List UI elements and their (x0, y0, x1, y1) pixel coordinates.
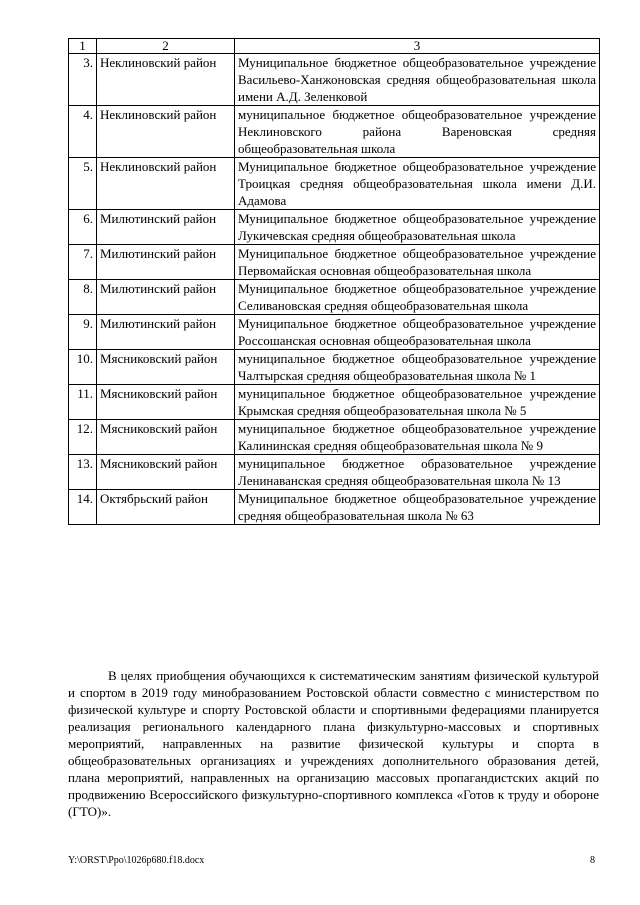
district-cell: Мясниковский район (97, 385, 235, 420)
table-header-row (69, 39, 600, 54)
row-number: 5. (69, 158, 97, 210)
district-cell: Милютинский район (97, 315, 235, 350)
table-row (69, 490, 600, 525)
table-row (69, 158, 600, 210)
district-cell: Мясниковский район (97, 350, 235, 385)
column-header: 2 (97, 39, 235, 54)
schools-table (68, 38, 600, 525)
district-cell: Милютинский район (97, 245, 235, 280)
institution-cell: Муниципальное бюджетное общеобразовательное учреждение Первомайская основная общеобразовательная школа (235, 245, 600, 280)
district-cell: Милютинский район (97, 280, 235, 315)
table-row (69, 455, 600, 490)
institution-cell: муниципальное бюджетное общеобразовательное учреждение Неклиновского района Вареновская средняя общеобразовательная школа (235, 106, 600, 158)
institution-cell: муниципальное бюджетное общеобразовательное учреждение Калининская средняя общеобразовательная школа № 9 (235, 420, 600, 455)
row-number: 13. (69, 455, 97, 490)
district-cell: Октябрьский район (97, 490, 235, 525)
row-number: 11. (69, 385, 97, 420)
table-row (69, 280, 600, 315)
row-number: 12. (69, 420, 97, 455)
table-row (69, 210, 600, 245)
row-number: 4. (69, 106, 97, 158)
institution-cell: Муниципальное бюджетное общеобразовательное учреждение Селивановская средняя общеобразовательная школа (235, 280, 600, 315)
district-cell: Мясниковский район (97, 420, 235, 455)
institution-cell: муниципальное бюджетное общеобразовательное учреждение Чалтырская средняя общеобразовательная школа № 1 (235, 350, 600, 385)
district-cell: Неклиновский район (97, 54, 235, 106)
footer-page-number: 8 (590, 855, 595, 866)
district-cell: Неклиновский район (97, 158, 235, 210)
institution-cell: Муниципальное бюджетное общеобразовательное учреждение Россошанская основная общеобразовательная школа (235, 315, 600, 350)
body-paragraph: В целях приобщения обучающихся к систематическим занятиям физической культурой и спортом в 2019 году минобразованием Ростовской области совместно с министерством по физической культуре и спорту Ростовской области и спортивными федерациями планируется реализация регионального календарного плана физкультурно-массовых и спортивных мероприятий, направленных на развитие физической культуры и спорта в общеобразовательных организациях и учреждениях дополнительного образования детей, плана мероприятий, направленных на организацию массовых пропагандистских акций по продвижению Всероссийского физкультурно-спортивного комплекса «Готов к труду и обороне (ГТО)». (68, 668, 599, 819)
row-number: 10. (69, 350, 97, 385)
table-row (69, 245, 600, 280)
row-number: 7. (69, 245, 97, 280)
column-header: 1 (69, 39, 97, 54)
table-row (69, 106, 600, 158)
row-number: 6. (69, 210, 97, 245)
institution-cell: муниципальное бюджетное общеобразовательное учреждение Крымская средняя общеобразовательная школа № 5 (235, 385, 600, 420)
row-number: 9. (69, 315, 97, 350)
table-row (69, 54, 600, 106)
footer-file-path: Y:\ORST\Ppo\1026p680.f18.docx (68, 855, 205, 866)
district-cell: Мясниковский район (97, 455, 235, 490)
table-row (69, 350, 600, 385)
column-header: 3 (235, 39, 600, 54)
row-number: 3. (69, 54, 97, 106)
row-number: 8. (69, 280, 97, 315)
row-number: 14. (69, 490, 97, 525)
institution-cell: Муниципальное бюджетное общеобразовательное учреждение средняя общеобразовательная школа № 63 (235, 490, 600, 525)
institution-cell: муниципальное бюджетное образовательное учреждение Ленинаванская средняя общеобразовательная школа № 13 (235, 455, 600, 490)
institution-cell: Муниципальное бюджетное общеобразовательное учреждение Троицкая средняя общеобразовательная школа имени Д.И. Адамова (235, 158, 600, 210)
district-cell: Неклиновский район (97, 106, 235, 158)
table-row (69, 420, 600, 455)
table-row (69, 315, 600, 350)
institution-cell: Муниципальное бюджетное общеобразовательное учреждение Васильево-Ханжоновская средняя общеобразовательная школа имени А.Д. Зеленковой (235, 54, 600, 106)
district-cell: Милютинский район (97, 210, 235, 245)
institution-cell: Муниципальное бюджетное общеобразовательное учреждение Лукичевская средняя общеобразовательная школа (235, 210, 600, 245)
table-row (69, 385, 600, 420)
